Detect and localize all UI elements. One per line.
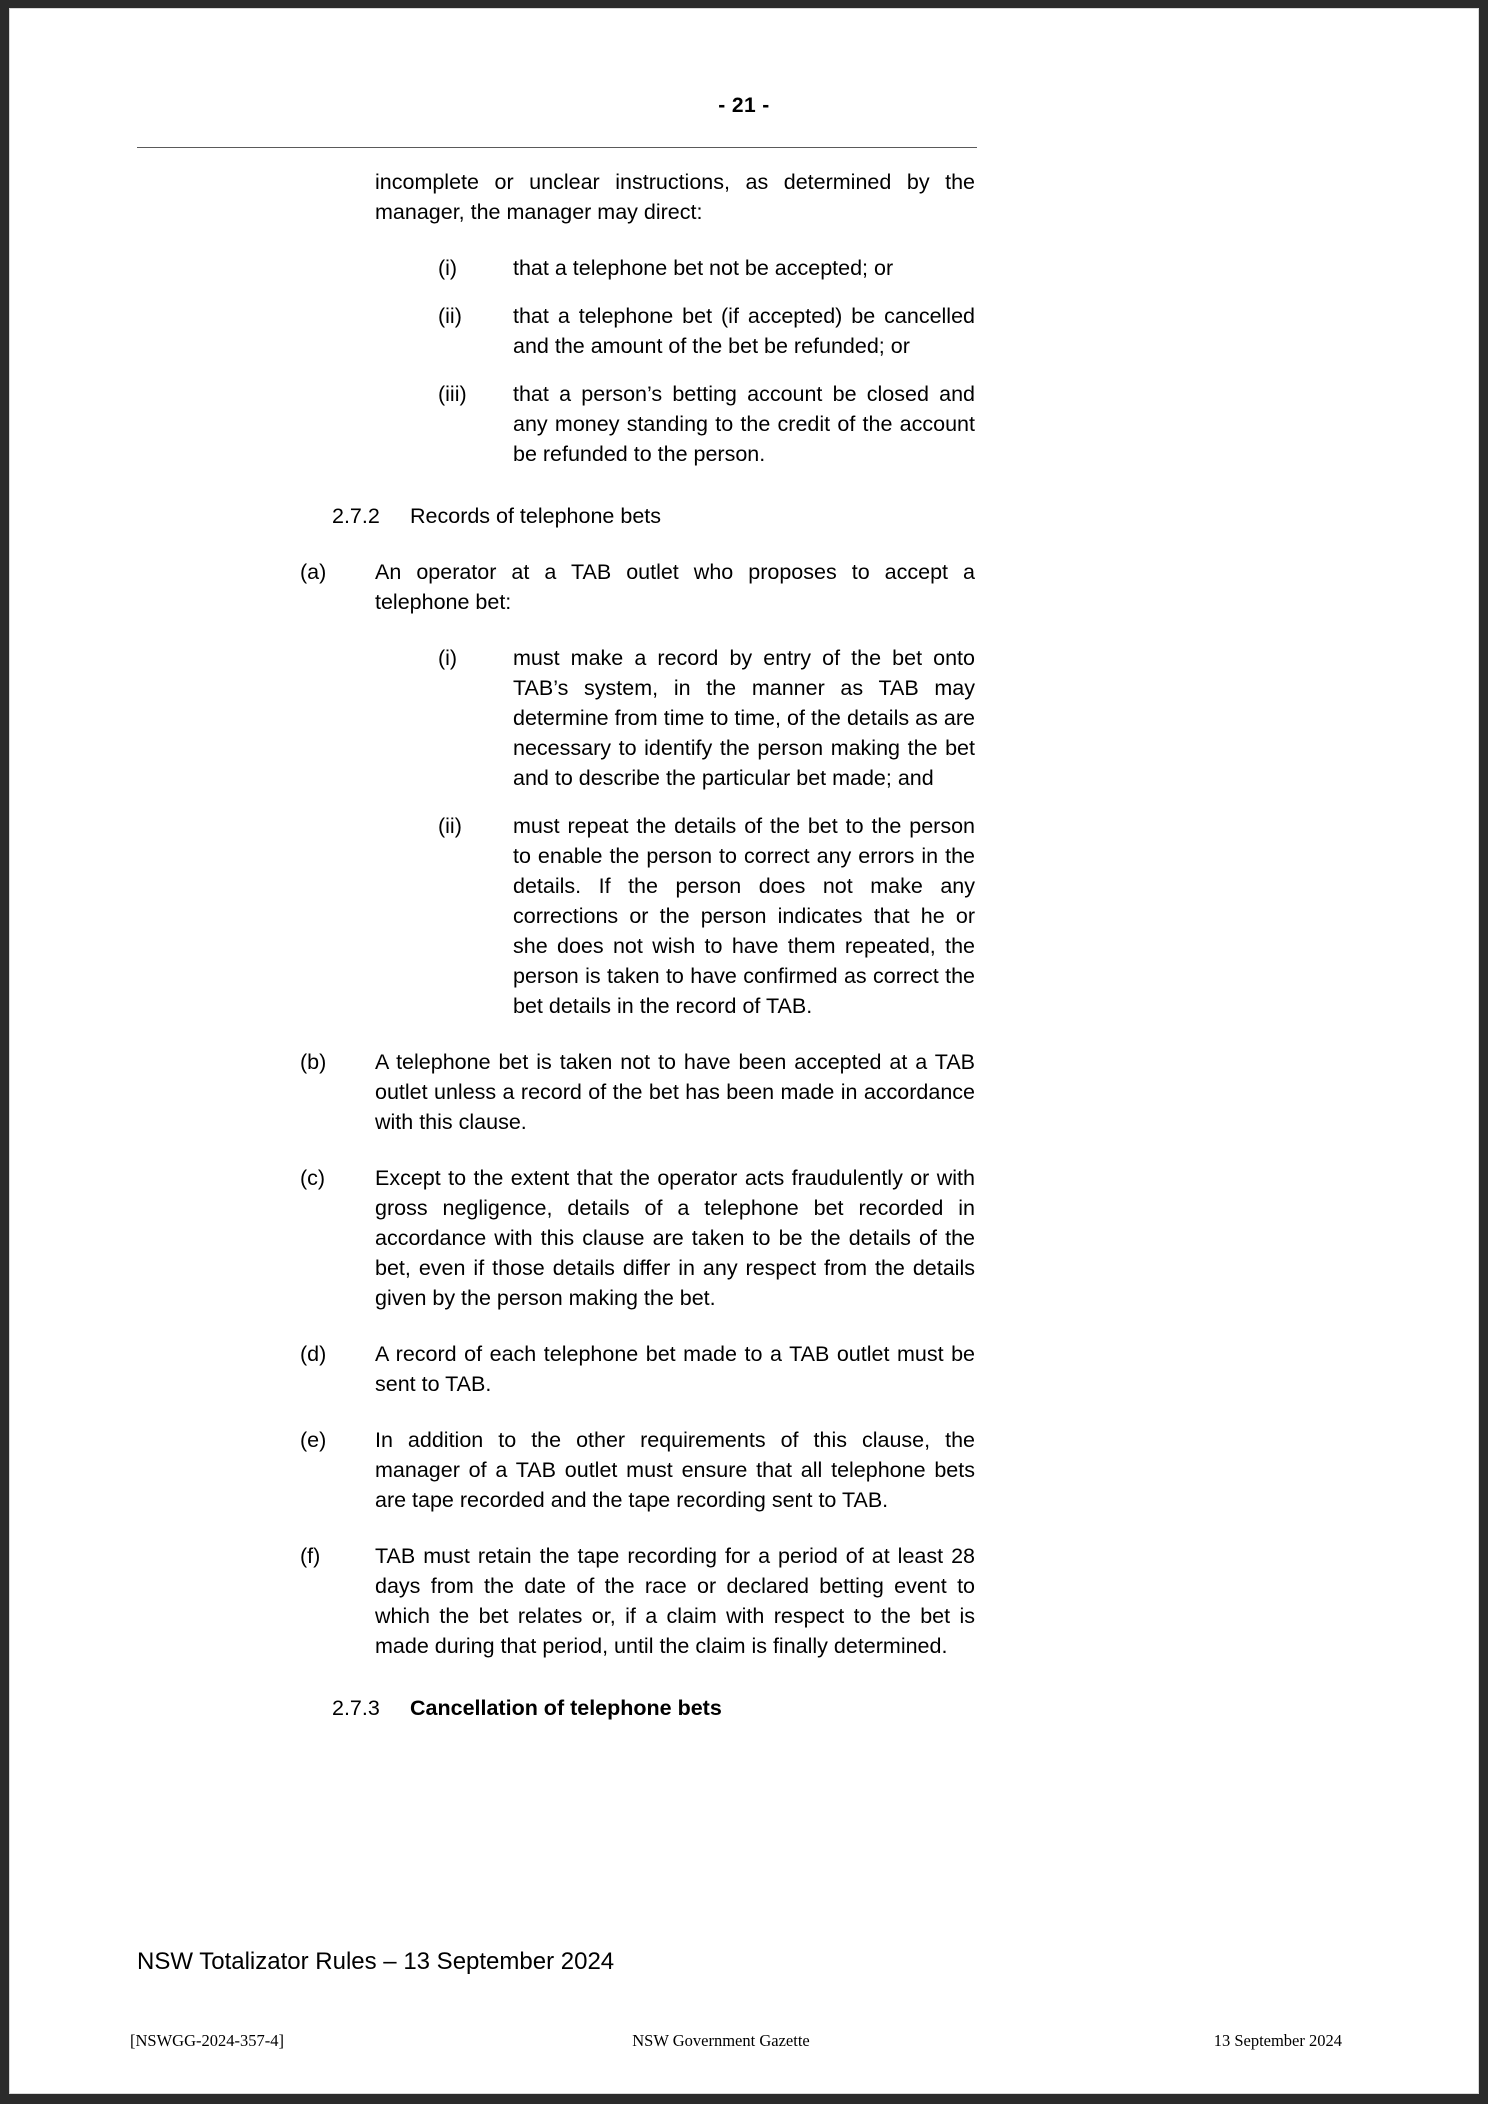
list-item-text: A record of each telephone bet made to a TAB outlet must be sent to TAB. bbox=[375, 1342, 975, 1396]
list-item-text: Except to the extent that the operator acts fraudulently or with gross negligence, details of a telephone bet recorded in accordance with this clause are taken to be the details of the bet, even if those details differ in any respect from the details given by the person making the bet. bbox=[375, 1166, 975, 1310]
list-marker: (i) bbox=[438, 256, 458, 280]
spacer bbox=[10, 793, 1478, 811]
list-item-text: that a telephone bet (if accepted) be cancelled and the amount of the bet be refunded; or bbox=[513, 304, 975, 358]
list-marker: (d) bbox=[300, 1342, 327, 1366]
heading-clause-2-7-2 bbox=[332, 501, 1478, 531]
spacer bbox=[10, 361, 1478, 379]
list-marker: (c) bbox=[300, 1166, 326, 1190]
heading-title: Cancellation of telephone bets bbox=[410, 1696, 722, 1720]
list-item-c bbox=[300, 1163, 975, 1313]
spacer bbox=[10, 227, 1478, 253]
list-item-a-i bbox=[438, 643, 975, 793]
list-item-b bbox=[300, 1047, 975, 1137]
list-item-text: must make a record by entry of the bet onto TAB’s system, in the manner as TAB may determine from time to time, of the details as are necessary to identify the person making the bet and to describe the particular bet made; and bbox=[513, 646, 975, 790]
paragraph-intro bbox=[375, 167, 975, 227]
spacer bbox=[10, 1137, 1478, 1163]
gazette-footer bbox=[130, 2031, 1370, 2051]
spacer bbox=[10, 1515, 1478, 1541]
document-footer-title: NSW Totalizator Rules – 13 September 2024 bbox=[137, 1948, 615, 1975]
header-divider bbox=[137, 147, 977, 148]
list-marker: (ii) bbox=[438, 304, 462, 328]
gazette-title: NSW Government Gazette bbox=[632, 2031, 810, 2050]
list-marker: (b) bbox=[300, 1050, 327, 1074]
list-item-d bbox=[300, 1339, 975, 1399]
heading-number: 2.7.3 bbox=[332, 1696, 380, 1720]
gazette-date: 13 September 2024 bbox=[1213, 2031, 1342, 2050]
list-item-text: that a person’s betting account be closed and any money standing to the credit of the account be refunded to the person. bbox=[513, 382, 975, 466]
spacer bbox=[10, 617, 1478, 643]
document-page bbox=[10, 9, 1478, 2093]
list-item-text: that a telephone bet not be accepted; or bbox=[513, 256, 894, 280]
list-item-e bbox=[300, 1425, 975, 1515]
list-item-text: In addition to the other requirements of this clause, the manager of a TAB outlet must ensure that all telephone bets are tape recorded and the tape recording sent to TAB. bbox=[375, 1428, 975, 1512]
list-item-intro-iii bbox=[438, 379, 975, 469]
spacer bbox=[10, 1313, 1478, 1339]
page-number: - 21 - bbox=[718, 94, 770, 117]
heading-title: Records of telephone bets bbox=[410, 504, 661, 528]
list-item-f bbox=[300, 1541, 975, 1661]
spacer bbox=[10, 283, 1478, 301]
list-marker: (f) bbox=[300, 1544, 321, 1568]
list-item-a bbox=[300, 557, 975, 617]
list-item-text: A telephone bet is taken not to have been accepted at a TAB outlet unless a record of the bet has been made in accordance with this clause. bbox=[375, 1050, 975, 1134]
spacer bbox=[10, 1661, 1478, 1693]
list-item-intro-i bbox=[438, 253, 975, 283]
spacer bbox=[10, 1399, 1478, 1425]
heading-clause-2-7-3 bbox=[332, 1693, 1478, 1723]
list-item-intro-ii bbox=[438, 301, 975, 361]
list-item-text: must repeat the details of the bet to the person to enable the person to correct any errors in the details. If the person does not make any corrections or the person indicates that he or she does not wish to have them repeated, the person is taken to have confirmed as correct the bet details in the record of TAB. bbox=[513, 814, 975, 1018]
spacer bbox=[10, 1021, 1478, 1047]
list-item-a-ii bbox=[438, 811, 975, 1021]
list-marker: (ii) bbox=[438, 814, 462, 838]
heading-number: 2.7.2 bbox=[332, 504, 380, 528]
spacer bbox=[10, 531, 1478, 557]
document-body bbox=[10, 167, 1478, 1723]
list-marker: (e) bbox=[300, 1428, 327, 1452]
paragraph-text: incomplete or unclear instructions, as determined by the manager, the manager may direct: bbox=[375, 170, 975, 224]
list-marker: (a) bbox=[300, 560, 327, 584]
list-marker: (i) bbox=[438, 646, 458, 670]
spacer bbox=[10, 469, 1478, 501]
list-marker: (iii) bbox=[438, 382, 467, 406]
list-item-text: TAB must retain the tape recording for a period of at least 28 days from the date of the race or declared betting event to which the bet relates or, if a claim with respect to the bet is made during that period, until the claim is finally determined. bbox=[375, 1544, 975, 1658]
gazette-reference: [NSWGG-2024-357-4] bbox=[130, 2031, 284, 2050]
list-item-text: An operator at a TAB outlet who proposes to accept a telephone bet: bbox=[375, 560, 975, 614]
